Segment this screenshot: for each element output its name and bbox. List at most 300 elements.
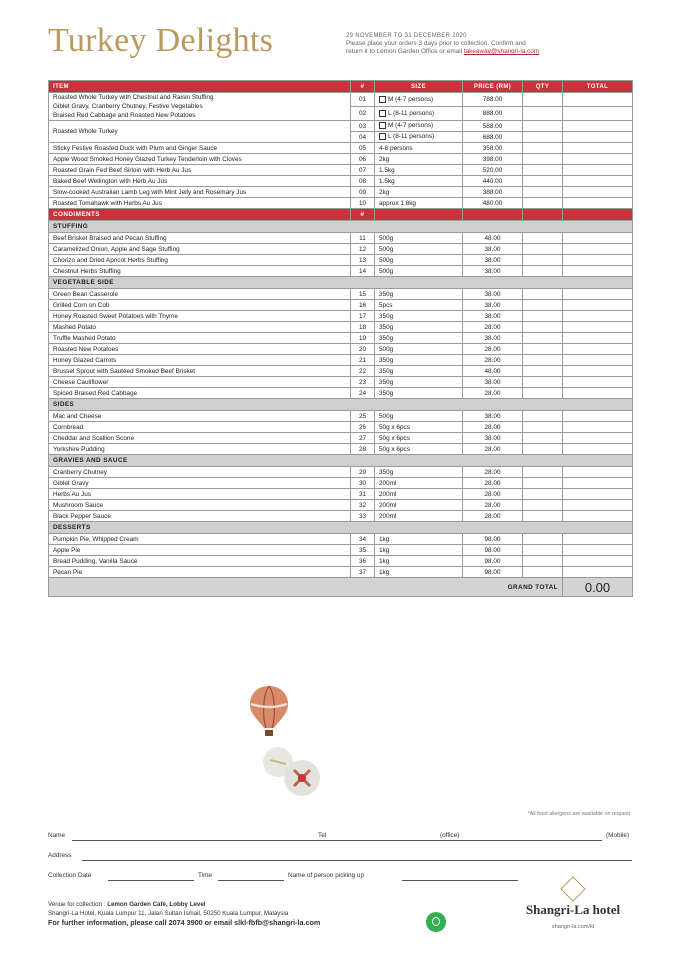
time-field[interactable] — [218, 880, 284, 881]
address-field[interactable] — [82, 860, 632, 861]
item-size: 350g — [375, 333, 463, 344]
qty-cell[interactable] — [523, 467, 563, 478]
table-row — [49, 300, 633, 311]
col-header-no: # — [351, 81, 375, 93]
total-cell[interactable] — [563, 165, 633, 176]
item-size-label: M (4-7 persons) — [388, 96, 434, 104]
item-number: 06 — [351, 154, 375, 165]
contact-email-link[interactable]: slkl-fbfb@shangri-la.com — [234, 918, 321, 927]
item-number: 28 — [351, 444, 375, 455]
person-field[interactable] — [402, 880, 518, 881]
item-size-label: 2kg — [379, 155, 390, 163]
qty-cell[interactable] — [523, 478, 563, 489]
qty-cell[interactable] — [523, 266, 563, 277]
table-row — [49, 489, 633, 500]
item-number: 23 — [351, 377, 375, 388]
qty-cell[interactable] — [523, 511, 563, 522]
item-size: 5pcs — [375, 300, 463, 311]
menu-item-name: Grilled Corn on Cob — [49, 300, 351, 311]
item-size: 1kg — [375, 534, 463, 545]
total-cell[interactable] — [563, 121, 633, 132]
qty-cell[interactable] — [523, 377, 563, 388]
item-number: 15 — [351, 289, 375, 300]
total-cell[interactable] — [563, 422, 633, 433]
item-size: 200ml — [375, 478, 463, 489]
col-header-item: ITEM — [49, 81, 351, 93]
item-price: 358.00 — [463, 143, 523, 154]
qty-cell[interactable] — [523, 444, 563, 455]
category-label: CONDIMENTS — [49, 209, 351, 221]
item-price: 28.00 — [463, 489, 523, 500]
item-number: 01 — [351, 93, 375, 107]
total-cell[interactable] — [563, 289, 633, 300]
menu-item-name: Spiced Braised Red Cabbage — [49, 388, 351, 399]
qty-cell[interactable] — [523, 433, 563, 444]
total-cell[interactable] — [563, 93, 633, 107]
item-price: 98.00 — [463, 556, 523, 567]
item-size: 200ml — [375, 511, 463, 522]
item-size: 200ml — [375, 500, 463, 511]
table-row — [49, 154, 633, 165]
qty-cell[interactable] — [523, 107, 563, 121]
total-cell[interactable] — [563, 176, 633, 187]
size-checkbox[interactable] — [379, 110, 386, 117]
item-number: 34 — [351, 534, 375, 545]
item-number: 17 — [351, 311, 375, 322]
item-price: 888.00 — [463, 107, 523, 121]
item-price: 388.00 — [463, 187, 523, 198]
table-row — [49, 366, 633, 377]
col-header-qty: QTY — [523, 81, 563, 93]
qty-cell[interactable] — [523, 233, 563, 244]
total-cell[interactable] — [563, 489, 633, 500]
item-price: 588.00 — [463, 121, 523, 132]
menu-item-name — [49, 198, 351, 209]
menu-item-name: Green Bean Casserole — [49, 289, 351, 300]
item-size: 1kg — [375, 556, 463, 567]
menu-item-name: Cheddar and Scallion Scone — [49, 433, 351, 444]
venue-line: Venue for collection : Lemon Garden Café, Lobby Level — [48, 901, 206, 908]
table-row — [49, 556, 633, 567]
item-size: 500g — [375, 344, 463, 355]
item-number: 02 — [351, 107, 375, 121]
table-row — [49, 545, 633, 556]
item-price: 38.00 — [463, 333, 523, 344]
item-price: 38.00 — [463, 300, 523, 311]
item-number: 29 — [351, 467, 375, 478]
total-cell[interactable] — [563, 366, 633, 377]
table-row — [49, 344, 633, 355]
item-price: 788.00 — [463, 93, 523, 107]
size-checkbox[interactable] — [379, 96, 386, 103]
menu-item-name: Bread Pudding, Vanilla Sauce — [49, 556, 351, 567]
category-blank-cell — [563, 209, 633, 221]
section-row — [49, 399, 633, 411]
item-number: 14 — [351, 266, 375, 277]
total-cell[interactable] — [563, 556, 633, 567]
menu-item-name: Cheese Cauliflower — [49, 377, 351, 388]
table-row — [49, 433, 633, 444]
qty-cell[interactable] — [523, 244, 563, 255]
qty-cell[interactable] — [523, 176, 563, 187]
intro-line-3: return it to Lemon Garden Office or email takeaway@shangri-la.com — [346, 48, 540, 55]
size-checkbox[interactable] — [379, 133, 386, 140]
qty-cell[interactable] — [523, 489, 563, 500]
category-blank-cell — [375, 209, 463, 221]
tel-mobile-field[interactable] — [476, 840, 602, 841]
item-price: 28.00 — [463, 511, 523, 522]
qty-cell[interactable] — [523, 500, 563, 511]
table-row — [49, 411, 633, 422]
total-cell[interactable] — [563, 132, 633, 143]
menu-item-name: Mac and Cheese — [49, 411, 351, 422]
item-size: 50g x 6pcs — [375, 433, 463, 444]
intro-email-link[interactable]: takeaway@shangri-la.com — [463, 48, 540, 55]
item-size: 500g — [375, 255, 463, 266]
item-price: 480.00 — [463, 198, 523, 209]
whatsapp-icon[interactable] — [426, 912, 446, 932]
menu-item-name: Giblet Gravy — [49, 478, 351, 489]
table-row — [49, 467, 633, 478]
hotel-address: Shangri-La Hotel, Kuala Lumpur 11, Jalan Sultan Ismail, 50250 Kuala Lumpur, Malaysia — [48, 910, 289, 917]
item-size: 350g — [375, 311, 463, 322]
item-price: 98.00 — [463, 567, 523, 578]
qty-cell[interactable] — [523, 93, 563, 107]
allergen-note: *All food allergens are available on request — [527, 811, 630, 817]
total-cell[interactable] — [563, 244, 633, 255]
table-row — [49, 233, 633, 244]
item-number: 22 — [351, 366, 375, 377]
table-row — [49, 567, 633, 578]
table-row — [49, 500, 633, 511]
table-row — [49, 165, 633, 176]
qty-cell[interactable] — [523, 311, 563, 322]
table-row — [49, 187, 633, 198]
item-number: 33 — [351, 511, 375, 522]
table-row — [49, 322, 633, 333]
menu-item-line: Sticky Festive Roasted Duck with Plum and Ginger Sauce — [53, 144, 218, 152]
item-size-label: M (4-7 persons) — [388, 122, 434, 130]
menu-item-line: Roasted Grain Fed Beef Sirloin with Herb Au Jus — [53, 166, 192, 174]
item-number: 12 — [351, 244, 375, 255]
item-size — [375, 198, 463, 209]
person-label: Name of person picking up — [288, 872, 365, 879]
qty-cell[interactable] — [523, 556, 563, 567]
table-row — [49, 244, 633, 255]
menu-item-name: Roasted New Potatoes — [49, 344, 351, 355]
table-row — [49, 121, 633, 132]
total-cell[interactable] — [563, 187, 633, 198]
category-blank-cell — [463, 209, 523, 221]
item-size-label: 4-6 persons — [379, 144, 413, 152]
qty-cell[interactable] — [523, 198, 563, 209]
qty-cell[interactable] — [523, 121, 563, 132]
total-cell[interactable] — [563, 467, 633, 478]
item-number: 04 — [351, 132, 375, 143]
shangri-la-logo — [518, 880, 628, 930]
item-price: 38.00 — [463, 411, 523, 422]
hot-air-balloon-icon — [246, 684, 292, 738]
total-cell[interactable] — [563, 411, 633, 422]
menu-item-name — [49, 143, 351, 154]
item-size: 500g — [375, 411, 463, 422]
table-row — [49, 93, 633, 107]
menu-item-name — [49, 93, 351, 121]
item-size: 350g — [375, 377, 463, 388]
item-size: 500g — [375, 244, 463, 255]
table-row — [49, 266, 633, 277]
menu-item-name: Truffle Mashed Potato — [49, 333, 351, 344]
item-number: 24 — [351, 388, 375, 399]
item-number: 11 — [351, 233, 375, 244]
item-size: 350g — [375, 322, 463, 333]
total-cell[interactable] — [563, 322, 633, 333]
qty-cell[interactable] — [523, 366, 563, 377]
menu-item-name: Chorizo and Dried Apricot Herbs Stuffing — [49, 255, 351, 266]
table-row — [49, 333, 633, 344]
footer-info — [48, 900, 320, 927]
time-label: Time — [198, 872, 212, 879]
qty-cell[interactable] — [523, 132, 563, 143]
col-header-total: TOTAL — [563, 81, 633, 93]
menu-item-line: Roasted Tomahawk with Herbs Au Jus — [53, 199, 162, 207]
col-header-size: SIZE — [375, 81, 463, 93]
item-price: 48.00 — [463, 233, 523, 244]
total-cell[interactable] — [563, 388, 633, 399]
item-price: 38.00 — [463, 433, 523, 444]
item-size — [375, 176, 463, 187]
total-cell[interactable] — [563, 233, 633, 244]
item-size: 50g x 6pcs — [375, 444, 463, 455]
item-price: 398.00 — [463, 154, 523, 165]
qty-cell[interactable] — [523, 165, 563, 176]
menu-item-name: Caramelized Onion, Apple and Sage Stuffing — [49, 244, 351, 255]
item-number: 31 — [351, 489, 375, 500]
total-cell[interactable] — [563, 478, 633, 489]
qty-cell[interactable] — [523, 333, 563, 344]
table-row — [49, 176, 633, 187]
item-price: 28.00 — [463, 355, 523, 366]
qty-cell[interactable] — [523, 300, 563, 311]
item-number: 30 — [351, 478, 375, 489]
menu-item-name — [49, 187, 351, 198]
name-label: Name — [48, 832, 66, 839]
qty-cell[interactable] — [523, 255, 563, 266]
qty-cell[interactable] — [523, 154, 563, 165]
item-number: 08 — [351, 176, 375, 187]
total-cell[interactable] — [563, 198, 633, 209]
menu-item-name: Chestnut Herbs Stuffing — [49, 266, 351, 277]
menu-item-name: Honey Roasted Sweet Potatoes with Thyme — [49, 311, 351, 322]
item-size: 350g — [375, 289, 463, 300]
name-field[interactable] — [72, 840, 354, 841]
total-cell[interactable] — [563, 107, 633, 121]
table-row — [49, 388, 633, 399]
total-cell[interactable] — [563, 255, 633, 266]
menu-item-name: Mashed Potato — [49, 322, 351, 333]
menu-item-name: Pecan Pie — [49, 567, 351, 578]
mobile-label: (Mobile) — [606, 832, 630, 839]
item-price: 28.00 — [463, 467, 523, 478]
item-number: 35 — [351, 545, 375, 556]
item-size — [375, 165, 463, 176]
table-row — [49, 143, 633, 154]
item-size-label: 1.5kg — [379, 166, 395, 174]
menu-item-name — [49, 121, 351, 143]
item-number: 19 — [351, 333, 375, 344]
menu-item-line: Slow-cooked Australian Lamb Leg with Mint Jelly and Rosemary Jus — [53, 188, 247, 196]
collection-date-field[interactable] — [108, 880, 194, 881]
section-label: DESSERTS — [49, 522, 633, 534]
collection-date-label: Collection Date — [48, 872, 92, 879]
total-cell[interactable] — [563, 545, 633, 556]
item-size-label: 1.5kg — [379, 177, 395, 185]
order-table — [48, 80, 633, 597]
item-price: 38.00 — [463, 311, 523, 322]
qty-cell[interactable] — [523, 344, 563, 355]
menu-item-name: Herbs Au Jus — [49, 489, 351, 500]
menu-item-line: Braised Red Cabbage and Roasted New Potatoes — [53, 112, 196, 119]
item-number: 20 — [351, 344, 375, 355]
item-number: 25 — [351, 411, 375, 422]
menu-item-name — [49, 154, 351, 165]
category-blank-cell — [523, 209, 563, 221]
table-row — [49, 355, 633, 366]
address-label: Address — [48, 852, 72, 859]
office-label: (office) — [440, 832, 460, 839]
item-number: 09 — [351, 187, 375, 198]
table-row — [49, 377, 633, 388]
item-price: 38.00 — [463, 377, 523, 388]
category-row-condiments — [49, 209, 633, 221]
qty-cell[interactable] — [523, 355, 563, 366]
item-number: 16 — [351, 300, 375, 311]
menu-item-line: Baked Beef Wellington with Herb Au Jus — [53, 177, 168, 185]
item-size: 200ml — [375, 489, 463, 500]
menu-item-name: Cranberry Chutney — [49, 467, 351, 478]
item-size: 500g — [375, 233, 463, 244]
item-price: 98.00 — [463, 545, 523, 556]
item-price: 28.00 — [463, 444, 523, 455]
menu-item-line: Roasted Whole Turkey with Chestnut and Raisin Stuffing — [53, 94, 214, 101]
section-row — [49, 221, 633, 233]
item-price: 28.00 — [463, 422, 523, 433]
total-cell[interactable] — [563, 333, 633, 344]
item-number: 03 — [351, 121, 375, 132]
section-row — [49, 277, 633, 289]
item-number: 27 — [351, 433, 375, 444]
item-size: 350g — [375, 366, 463, 377]
total-cell[interactable] — [563, 344, 633, 355]
qty-cell[interactable] — [523, 422, 563, 433]
grand-total-value: 0.00 — [563, 578, 633, 597]
item-price: 520.00 — [463, 165, 523, 176]
total-cell[interactable] — [563, 154, 633, 165]
item-number: 26 — [351, 422, 375, 433]
item-size-label: 2kg — [379, 188, 390, 196]
total-cell[interactable] — [563, 534, 633, 545]
col-header-price: PRICE (RM) — [463, 81, 523, 93]
category-no: # — [351, 209, 375, 221]
tel-label: Tel — [318, 832, 327, 839]
menu-item-name — [49, 176, 351, 187]
item-size — [375, 143, 463, 154]
table-row — [49, 289, 633, 300]
item-size: 500g — [375, 266, 463, 277]
total-cell[interactable] — [563, 433, 633, 444]
item-number: 07 — [351, 165, 375, 176]
section-row — [49, 522, 633, 534]
total-cell[interactable] — [563, 355, 633, 366]
table-row — [49, 534, 633, 545]
item-number: 10 — [351, 198, 375, 209]
total-cell[interactable] — [563, 567, 633, 578]
qty-cell[interactable] — [523, 567, 563, 578]
section-label: GRAVIES AND SAUCE — [49, 455, 633, 467]
item-size — [375, 132, 463, 143]
table-row — [49, 198, 633, 209]
menu-item-name: Brussel Sprout with Sautéed Smoked Beef Brisket — [49, 366, 351, 377]
table-row — [49, 255, 633, 266]
total-cell[interactable] — [563, 377, 633, 388]
menu-item-name: Beef Brisket Braised and Pecan Stuffing — [49, 233, 351, 244]
item-number: 13 — [351, 255, 375, 266]
qty-cell[interactable] — [523, 534, 563, 545]
total-cell[interactable] — [563, 143, 633, 154]
logo-website: shangri-la.com/kl — [551, 924, 595, 930]
intro-line-2: Please place your orders 3 days prior to collection. Confirm and — [346, 40, 526, 47]
item-size-label: L (8-11 persons) — [388, 133, 435, 141]
menu-item-line: Giblet Gravy, Cranberry Chutney, Festive Vegetables — [53, 103, 203, 110]
qty-cell[interactable] — [523, 388, 563, 399]
qty-cell[interactable] — [523, 545, 563, 556]
item-size: 350g — [375, 355, 463, 366]
section-label: VEGETABLE SIDE — [49, 277, 633, 289]
item-size: 1kg — [375, 545, 463, 556]
qty-cell[interactable] — [523, 289, 563, 300]
item-price: 28.00 — [463, 344, 523, 355]
item-size — [375, 121, 463, 132]
item-price: 98.00 — [463, 534, 523, 545]
item-number: 18 — [351, 322, 375, 333]
item-price: 38.00 — [463, 266, 523, 277]
total-cell[interactable] — [563, 266, 633, 277]
item-price: 28.00 — [463, 322, 523, 333]
total-cell[interactable] — [563, 511, 633, 522]
item-size: 1kg — [375, 567, 463, 578]
qty-cell[interactable] — [523, 187, 563, 198]
item-number: 37 — [351, 567, 375, 578]
item-price: 28.00 — [463, 500, 523, 511]
total-cell[interactable] — [563, 500, 633, 511]
grand-total-row — [49, 578, 633, 597]
menu-item-name: Mushroom Sauce — [49, 500, 351, 511]
qty-cell[interactable] — [523, 143, 563, 154]
total-cell[interactable] — [563, 300, 633, 311]
tel-office-field[interactable] — [334, 840, 484, 841]
qty-cell[interactable] — [523, 322, 563, 333]
qty-cell[interactable] — [523, 411, 563, 422]
total-cell[interactable] — [563, 311, 633, 322]
table-row — [49, 444, 633, 455]
item-price: 38.00 — [463, 255, 523, 266]
logo-mark-icon — [560, 876, 585, 901]
menu-item-name — [49, 165, 351, 176]
menu-item-name: Yorkshire Pudding — [49, 444, 351, 455]
size-checkbox[interactable] — [379, 122, 386, 129]
festive-decoration-icon — [256, 740, 326, 810]
total-cell[interactable] — [563, 444, 633, 455]
